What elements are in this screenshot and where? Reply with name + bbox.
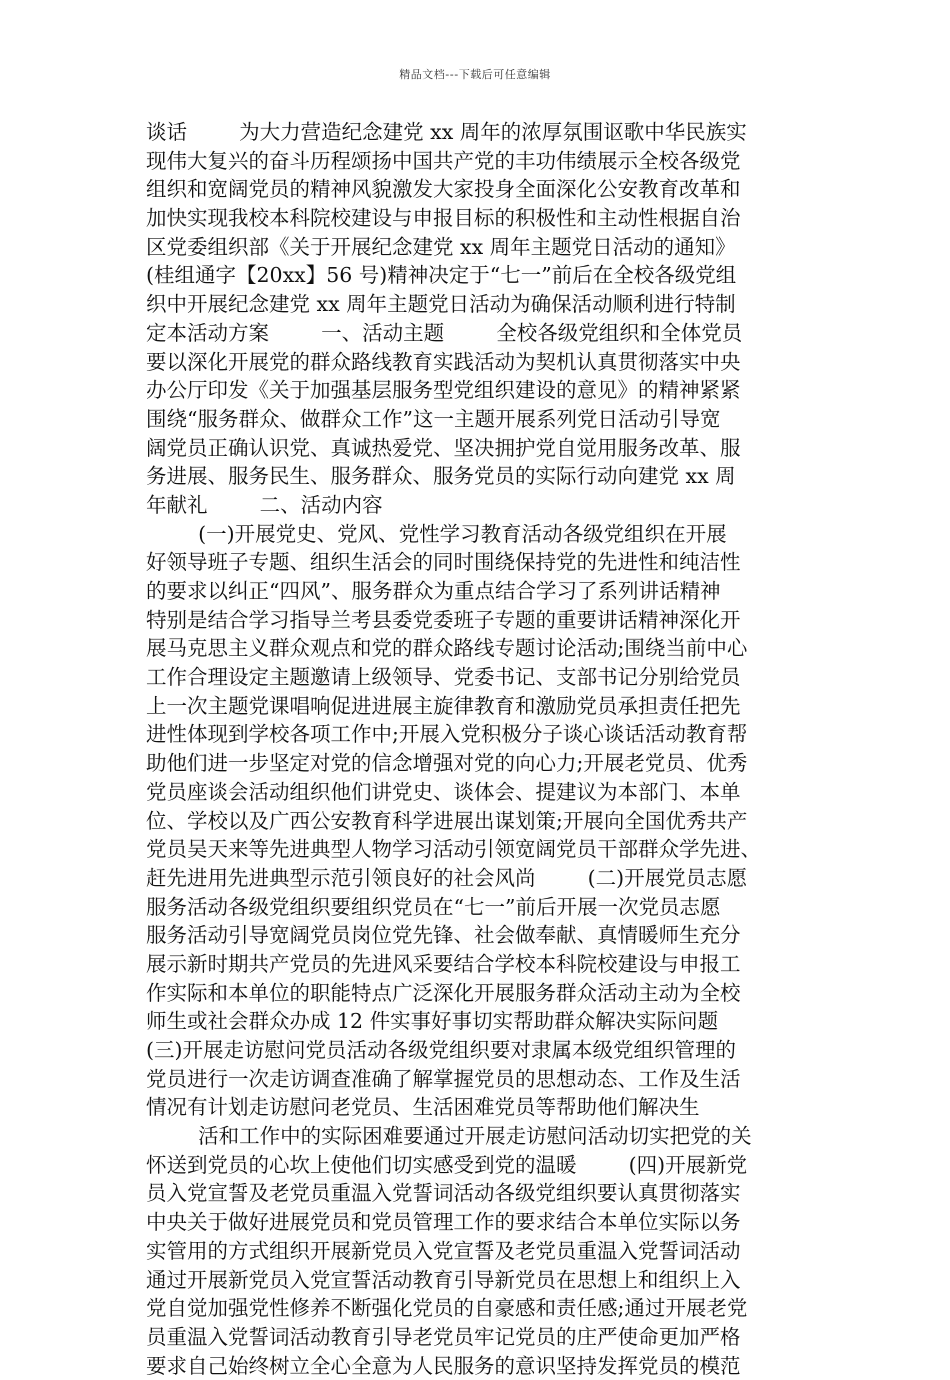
text-line: 办公厅印发《关于加强基层服务型党组织建设的意见》的精神紧紧: [146, 378, 741, 403]
text-line: 要求自己始终树立全心全意为人民服务的意识坚持发挥党员的模范: [146, 1353, 741, 1378]
text-line: 进性体现到学校各项工作中;开展入党积极分子谈心谈话活动教育帮: [146, 722, 748, 747]
text-line: 员入党宣誓及老党员重温入党誓词活动各级党组织要认真贯彻落实: [146, 1181, 741, 1206]
text-line: 特别是结合学习指导兰考县委党委班子专题的重要讲话精神深化开: [146, 607, 741, 632]
text-line: (一)开展党史、党风、党性学习教育活动各级党组织在开展: [146, 521, 727, 546]
text-line: 位、学校以及广西公安教育科学进展出谋划策;开展向全国优秀共产: [146, 808, 748, 833]
text-line: 区党委组织部《关于开展纪念建党 xx 周年主题党日活动的通知》: [146, 234, 736, 259]
text-line: 员重温入党誓词活动教育引导老党员牢记党员的庄严使命更加严格: [146, 1324, 741, 1349]
text-line: 展示新时期共产党员的先进风采要结合学校本科院校建设与申报工: [146, 951, 741, 976]
text-line: 围绕“服务群众、做群众工作”这一主题开展系列党日活动引导宽: [146, 406, 721, 431]
text-line: 作实际和本单位的职能特点广泛深化开展服务群众活动主动为全校: [146, 980, 741, 1005]
text-line: 定本活动方案 一、活动主题 全校各级党组织和全体党员: [146, 320, 743, 345]
text-line: 务进展、服务民生、服务群众、服务党员的实际行动向建党 xx 周: [146, 464, 736, 489]
text-line: (三)开展走访慰问党员活动各级党组织要对隶属本级党组织管理的: [146, 1038, 736, 1062]
document-body: [146, 118, 814, 1380]
text-line: 展马克思主义群众观点和党的群众路线专题讨论活动;围绕当前中心: [146, 636, 748, 661]
text-line: 现伟大复兴的奋斗历程颂扬中国共产党的丰功伟绩展示全校各级党: [146, 148, 741, 173]
text-line: 服务活动引导宽阔党员岗位党先锋、社会做奉献、真情暖师生充分: [146, 923, 741, 948]
text-line: 党员进行一次走访调查准确了解掌握党员的思想动态、工作及生活: [146, 1066, 741, 1091]
text-line: 服务活动各级党组织要组织党员在“七一”前后开展一次党员志愿: [146, 894, 721, 919]
text-line: 好领导班子专题、组织生活会的同时围绕保持党的先进性和纯洁性: [146, 550, 741, 575]
text-line: 的要求以纠正“四风”、服务群众为重点结合学习了系列讲话精神: [146, 579, 721, 603]
text-line: 织中开展纪念建党 xx 周年主题党日活动为确保活动顺利进行特制: [146, 292, 736, 317]
text-line: 情况有计划走访慰问老党员、生活困难党员等帮助他们解决生: [146, 1095, 700, 1120]
text-line: 通过开展新党员入党宣誓活动教育引导新党员在思想上和组织上入: [146, 1267, 741, 1292]
text-line: 中央关于做好进展党员和党员管理工作的要求结合本单位实际以务: [146, 1210, 741, 1235]
text-line: 谈话 为大力营造纪念建党 xx 周年的浓厚氛围讴歌中华民族实: [146, 120, 747, 144]
text-line: 阔党员正确认识党、真诚热爱党、坚决拥护党自觉用服务改革、服: [146, 435, 741, 460]
text-line: 年献礼 二、活动内容: [146, 492, 383, 517]
text-line: 要以深化开展党的群众路线教育实践活动为契机认真贯彻落实中央: [146, 349, 741, 374]
text-line: 活和工作中的实际困难要通过开展走访慰问活动切实把党的关: [146, 1124, 752, 1149]
text-line: 组织和宽阔党员的精神风貌激发大家投身全面深化公安教育改革和: [146, 177, 741, 202]
text-line: 党自觉加强党性修养不断强化党员的自豪感和责任感;通过开展老党: [146, 1296, 748, 1321]
page-header: 精品文档---下载后可任意编辑: [399, 68, 551, 81]
text-line: 上一次主题党课唱响促进进展主旋律教育和激励党员承担责任把先: [146, 693, 741, 718]
text-line: 实管用的方式组织开展新党员入党宣誓及老党员重温入党誓词活动: [146, 1238, 741, 1263]
text-line: 工作合理设定主题邀请上级领导、党委书记、支部书记分别给党员: [146, 665, 741, 690]
text-line: 怀送到党员的心坎上使他们切实感受到党的温暖 (四)开展新党: [146, 1152, 748, 1177]
text-line: (桂组通字【20xx】56 号)精神决定于“七一”前后在全校各级党组: [146, 263, 737, 288]
text-line: 党员座谈会活动组织他们讲党史、谈体会、提建议为本部门、本单: [146, 779, 741, 804]
text-line: 党员吴天来等先进典型人物学习活动引领宽阔党员干部群众学先进、: [146, 837, 761, 862]
text-line: 助他们进一步坚定对党的信念增强对党的向心力;开展老党员、优秀: [146, 751, 748, 776]
text-line: 赶先进用先进典型示范引领良好的社会风尚 (二)开展党员志愿: [146, 865, 748, 890]
text-line: 加快实现我校本科院校建设与申报目标的积极性和主动性根据自治: [146, 206, 741, 231]
text-line: 师生或社会群众办成 12 件实事好事切实帮助群众解决实际问题: [146, 1009, 719, 1034]
